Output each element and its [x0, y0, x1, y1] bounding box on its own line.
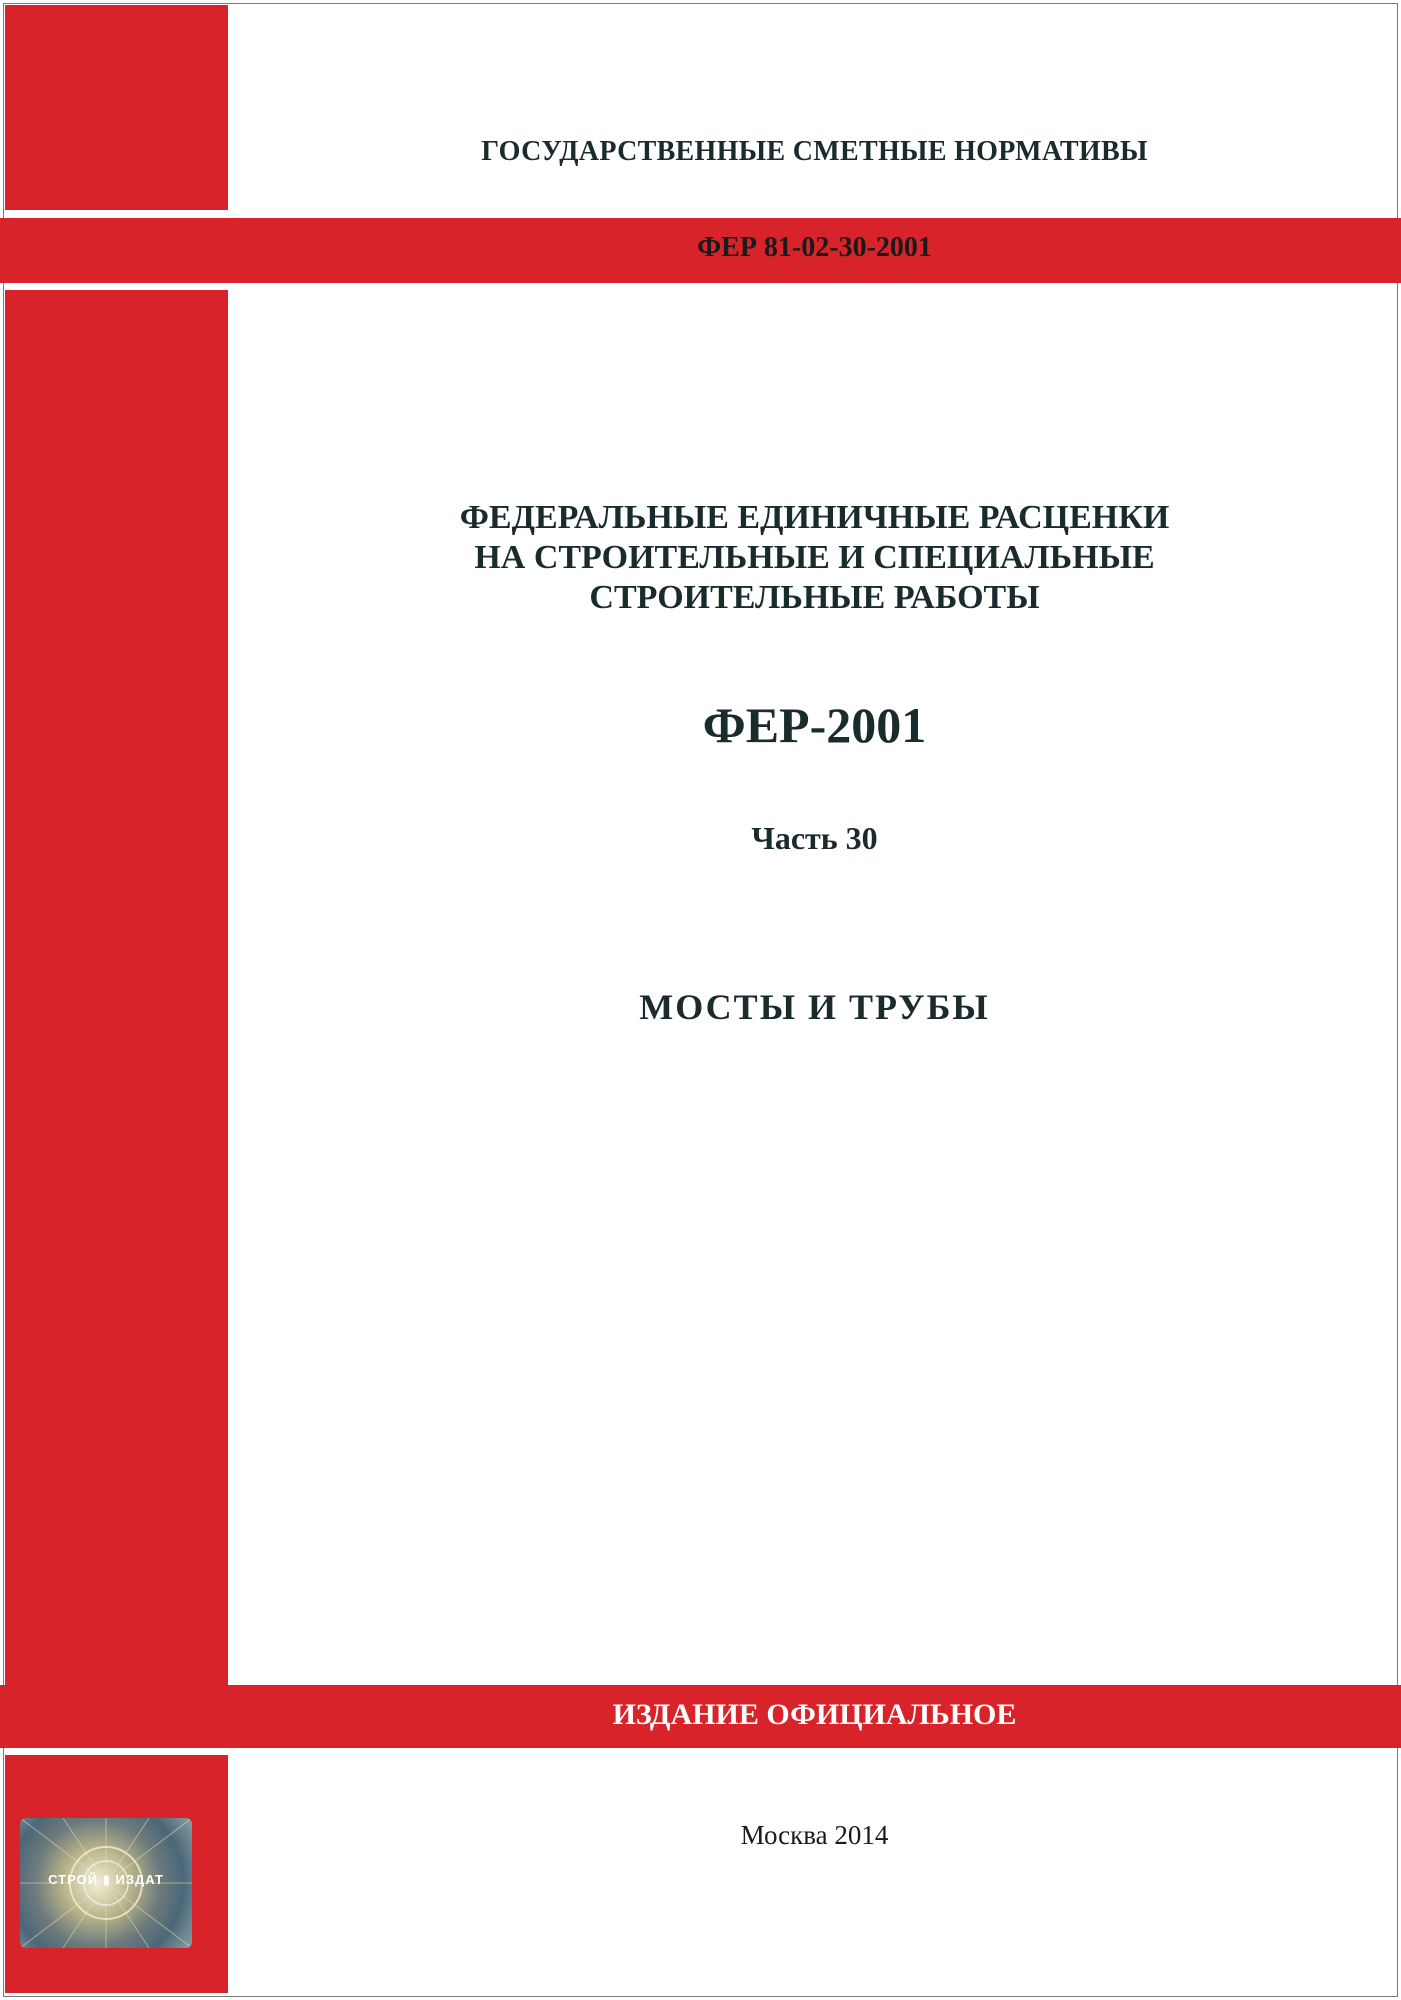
hologram-text-left: СТРОЙ — [48, 1872, 99, 1887]
official-edition-label: ИЗДАНИЕ ОФИЦИАЛЬНОЕ — [612, 1698, 1017, 1731]
red-strip-middle — [5, 290, 228, 1685]
main-code: ФЕР-2001 — [702, 697, 927, 753]
document-code: ФЕР 81-02-30-2001 — [697, 232, 932, 263]
hologram-sticker — [20, 1818, 192, 1948]
title-line: НА СТРОИТЕЛЬНЫЕ И СПЕЦИАЛЬНЫЕ — [474, 539, 1155, 576]
hologram-divider-icon: ▮ — [102, 1872, 111, 1887]
part-number: Часть 30 — [751, 820, 878, 856]
red-strip-top — [5, 5, 228, 210]
standards-heading: ГОСУДАРСТВЕННЫЕ СМЕТНЫЕ НОРМАТИВЫ — [481, 136, 1148, 167]
title-line: СТРОИТЕЛЬНЫЕ РАБОТЫ — [589, 579, 1040, 616]
document-title — [228, 498, 1401, 618]
title-line: ФЕДЕРАЛЬНЫЕ ЕДИНИЧНЫЕ РАСЦЕНКИ — [459, 499, 1170, 536]
hologram-text-right: ИЗДАТ — [115, 1872, 164, 1887]
hologram-label — [20, 1872, 192, 1888]
place-year: Москва 2014 — [740, 1820, 889, 1850]
subject-title: МОСТЫ И ТРУБЫ — [639, 987, 990, 1027]
